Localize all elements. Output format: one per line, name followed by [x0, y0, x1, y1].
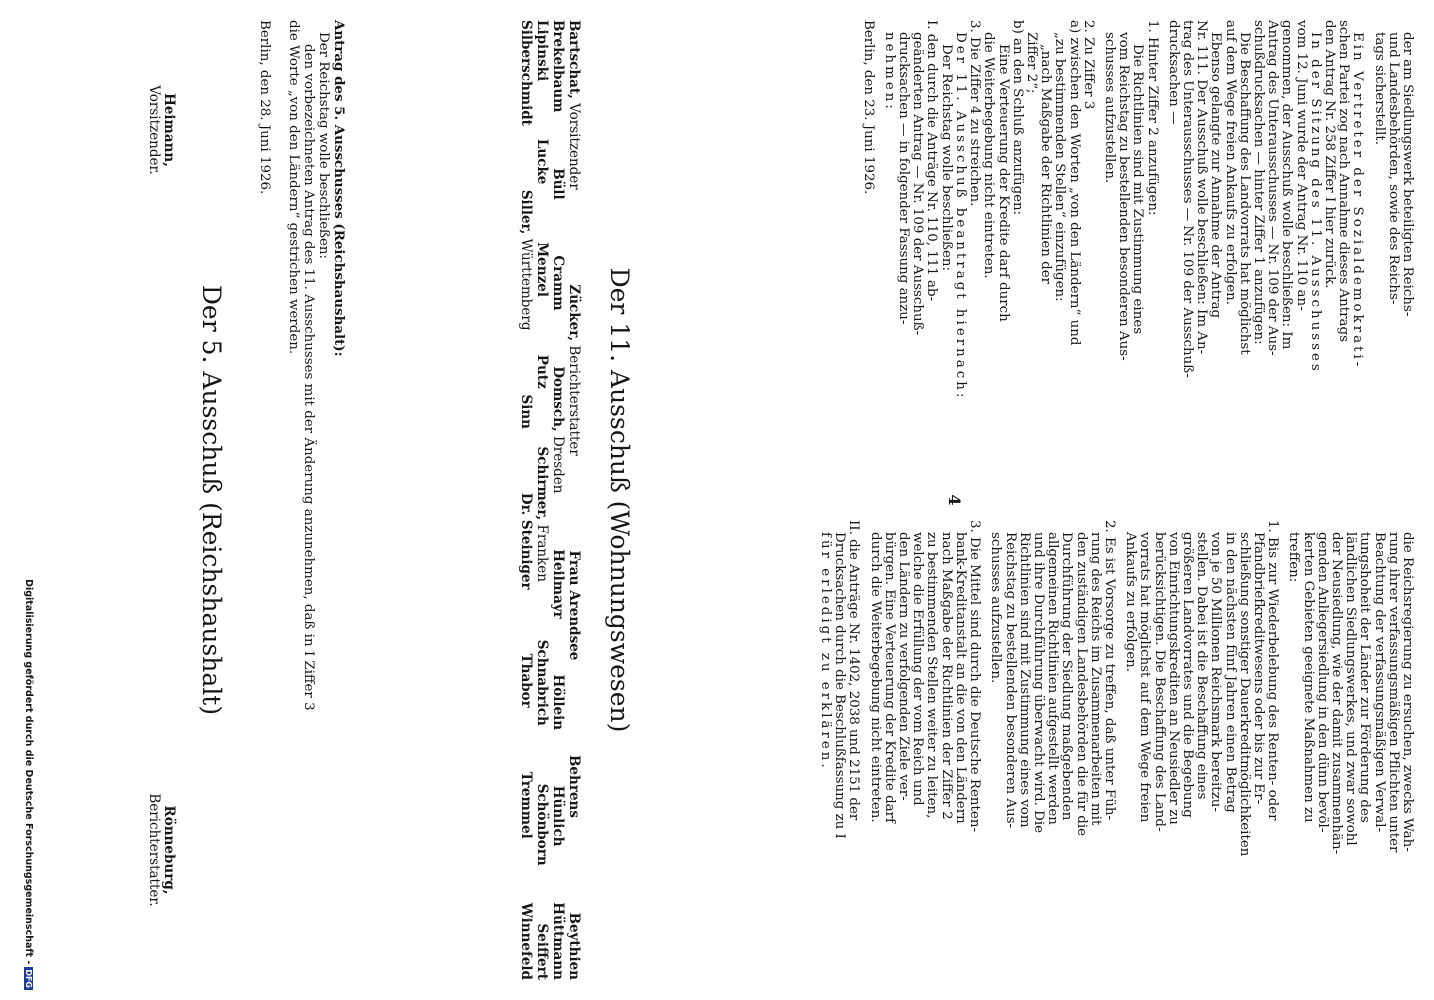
member-note: Vorsitzender	[566, 103, 582, 190]
text-line: kerten Gebieten geeignete Maßnahmen zu	[1300, 532, 1316, 823]
member-name: Seiffert	[534, 923, 550, 980]
member-name: Putz	[534, 354, 550, 389]
text-line: 2. Es ist Vorsorge zu treffen, daß unter Füh-	[1101, 520, 1117, 820]
member-name: Dr. Steiniger	[518, 492, 534, 590]
text-line: von je 50 Millionen Reichsmark bereitzu-	[1208, 532, 1224, 812]
member-name: Menzel	[534, 242, 550, 297]
member-name: Tremmel	[518, 771, 534, 839]
member-name: Frau Arendsee	[566, 550, 582, 661]
committee-11-heading: Der 11. Ausschuß (Wohnungswesen)	[605, 267, 634, 733]
text-line: Der 11. Ausschuß beantragt hiernach:	[952, 32, 968, 401]
text-line: größeren Landvorrates und die Begebung	[1179, 532, 1195, 818]
member	[518, 654, 534, 708]
member	[534, 355, 550, 389]
text-line: In der Sitzung des 11. Ausschusses	[1307, 32, 1323, 374]
text-line: der Neusiedlung, wie der damit zusammenhän-	[1328, 532, 1344, 855]
text-line: I. den durch die Anträge Nr. 110, 111 ab-	[924, 20, 940, 302]
member-name: Schnabrich	[534, 639, 550, 726]
text-line: bank-Kreditanstalt an die von den Ländern	[952, 532, 968, 824]
text-line: Reichstag zu bestellenden besonderen Aus-	[1002, 532, 1018, 829]
member	[566, 550, 582, 660]
member-note: Berichterstatter	[566, 345, 582, 456]
member	[550, 168, 566, 199]
member	[550, 902, 566, 980]
text-line: den Ländern zu verfolgenden Ziele ver-	[896, 532, 912, 801]
text-line: Antrag des Unterausschusses — Nr. 109 der Aus-	[1265, 20, 1281, 356]
dfg-logo: DFG	[24, 969, 33, 988]
text-line: für erledigt zu erklären.	[818, 532, 834, 771]
member	[534, 784, 550, 866]
member	[518, 903, 534, 980]
text-line: die Weiterbegebung nicht eintreten.	[981, 32, 997, 279]
text-line: rung des Reichs im Zusammenarbeiten mit	[1087, 532, 1103, 826]
member	[518, 493, 534, 590]
member-note: Württemberg	[518, 238, 534, 331]
text-line: allgemeinen Richtlinien aufgestellt werden	[1045, 532, 1061, 825]
text-line: Ein Vertreter der Sozialdemokrati-	[1350, 32, 1366, 370]
member-name: Höllein	[550, 674, 566, 731]
reporter-role: Berichterstatter.	[146, 793, 162, 907]
member	[550, 255, 566, 310]
member	[534, 20, 550, 81]
digitization-note	[23, 80, 34, 990]
member-name: Schönborn	[534, 783, 550, 866]
text-line: Pfandbriefkreditwesens oder bis zur Er-	[1250, 532, 1266, 805]
text-line	[981, 520, 988, 980]
member	[566, 913, 582, 980]
member-name: Silberschmidt	[518, 20, 534, 126]
text-line	[860, 520, 867, 980]
text-line: Ebenso gelangte zur Annahme der Antrag	[1208, 32, 1224, 319]
member	[550, 675, 566, 731]
digitization-text: Digitalisierung gefördert durch die Deutsche Forschungsgemeinschaft -	[23, 579, 34, 965]
text-line: in den nächsten fünf Jahren einen Betrag	[1222, 532, 1238, 813]
reporter-name: Rönneburg,	[161, 805, 177, 895]
signature-reporter	[146, 740, 176, 960]
text-line	[1116, 520, 1123, 980]
text-line: die Reichsregierung zu ersuchen, zwecks Wah-	[1400, 532, 1415, 852]
text-line: den zuständigen Landesbehörden die für die	[1073, 532, 1089, 837]
member	[534, 447, 550, 582]
member	[534, 640, 550, 726]
member-name: Hüttmann	[550, 902, 566, 980]
text-line: Drucksachen durch die Beschlußfassung zu I	[832, 532, 848, 839]
text-line	[1279, 520, 1286, 980]
member	[566, 284, 582, 455]
antrag-title: Antrag des 5. Ausschusses (Reichshaushalt):	[331, 20, 347, 357]
member-name: Behrens	[566, 755, 582, 818]
member	[566, 20, 582, 190]
member-name: Sinn	[518, 394, 534, 429]
member-name: Siller,	[518, 189, 534, 235]
text-line: „zu bestimmenden Stellen“ einzufügen:	[1052, 32, 1068, 302]
text-line: zu bestimmenden Stellen weiter zu leiten,	[924, 532, 940, 819]
member-row	[550, 20, 566, 980]
member	[518, 190, 534, 331]
text-line: a) zwischen den Worten „von den Ländern“ und	[1066, 20, 1082, 346]
text-line: Der Reichstag wolle beschließen:	[938, 44, 954, 272]
text-line: rung ihrer verfassungsmäßigen Pflichten unter	[1385, 532, 1401, 853]
text-line: schließung sonstiger Dauerkreditmöglichkeiten	[1236, 532, 1252, 857]
member-name: Lucke	[534, 138, 550, 185]
member-row	[566, 20, 582, 980]
text-line: Die Beschaffung des Landvorrats hat möglichst	[1236, 32, 1252, 355]
text-line: nach Maßgabe der Richtlinien der Ziffer 2	[938, 532, 954, 820]
antrag-date: Berlin, den 28. Juni 1926.	[257, 20, 272, 195]
member-row	[518, 20, 534, 980]
text-line: „nach Maßgabe der Richtlinien der	[1038, 44, 1054, 285]
text-line: Nr. 111. Der Ausschuß wolle beschließen: Im An-	[1194, 20, 1210, 355]
text-line: Richtlinien sind mit Zustimmung eines vom	[1016, 532, 1032, 828]
member	[550, 549, 566, 619]
member	[550, 366, 566, 493]
text-line: 1. Bis zur Wiederbelebung des Renten- oder	[1265, 520, 1281, 821]
signature-chair	[146, 20, 176, 240]
text-line: Die Richtlinien sind mit Zustimmung eines	[1130, 44, 1146, 335]
member-name: Büll	[550, 168, 566, 200]
member	[534, 139, 550, 184]
member-note: Dresden	[550, 435, 566, 494]
text-line: 3. Die Mittel sind durch die Deutsche Renten-	[967, 520, 983, 832]
member-name: Thabor	[518, 653, 534, 708]
antrag-section	[257, 20, 346, 980]
text-line: b) an den Schluß anzufügen:	[1009, 20, 1025, 216]
member	[566, 755, 582, 818]
text-line: 1. Hinter Ziffer 2 anzufügen:	[1144, 20, 1160, 216]
text-line: Berlin, den 23. Juni 1926.	[860, 20, 876, 195]
text-line: nehmen:	[881, 32, 897, 112]
text-line: drucksachen —	[1165, 20, 1181, 125]
text-line: 3. Die Ziffer 4 zu streichen.	[967, 20, 983, 207]
text-line: drucksachen — in folgender Fassung anzu-	[896, 32, 912, 325]
member	[550, 20, 566, 112]
text-line: vorrats hat möglichst auf dem Wege freien	[1137, 532, 1153, 823]
text-line: schusses aufzustellen.	[988, 532, 1004, 684]
text-line: tungshoheit der Länder zur Förderung des	[1357, 532, 1373, 823]
text-line: von Einrichtungskrediten an Neusiedler zu	[1165, 532, 1181, 825]
member-name: Brekelbaum	[550, 20, 566, 113]
text-line: Beachtung der verfassungsmäßigen Verwal-	[1371, 532, 1387, 833]
member	[518, 772, 534, 839]
text-line	[1159, 20, 1166, 480]
member-name: Domsch,	[550, 366, 566, 432]
text-line: und ihre Durchführung überwacht wird. Die	[1030, 532, 1046, 834]
text-line: bürgen. Eine Verteuerung der Kredite darf	[881, 532, 897, 824]
member	[534, 242, 550, 297]
text-line: genden Anliegersiedlung in den dünn bevöl-	[1314, 532, 1330, 833]
antrag-line-1: Der Reichstag wolle beschließen:	[316, 32, 331, 260]
text-line: ländlichen Siedlungswerkes, und zwar sowohl	[1343, 532, 1359, 846]
text-line: schußdrucksachen — hinter Ziffer 1 anzufügen:	[1250, 20, 1266, 345]
committee-5-heading: Der 5. Ausschuß (Reichshaushalt)	[197, 284, 226, 716]
member-name: Winnefeld	[518, 902, 534, 980]
text-line: vom Reichstag zu bestellenden besonderen Aus-	[1116, 32, 1132, 361]
text-line	[875, 20, 882, 480]
antrag-line-2: den vorbezeichneten Antrag des 11. Ausschusses mit der Änderung anzunehmen, daß in I Ziffer 3	[301, 44, 316, 711]
text-line: welche die Erfüllung der vom Reich und	[910, 532, 926, 806]
member	[550, 786, 566, 847]
text-line: schusses aufzustellen.	[1101, 32, 1117, 184]
member-name: Bartschat,	[566, 20, 582, 99]
text-line: durch die Weiterbegebung nicht eintreten.	[867, 532, 883, 823]
text-line: Ankaufs zu erfolgen.	[1123, 532, 1139, 673]
left-column	[860, 20, 1414, 480]
member-name: Lipinski	[534, 20, 550, 82]
member-name: Hünlich	[550, 785, 566, 847]
text-line: berücksichtigen. Die Beschaffung des Land-	[1151, 532, 1167, 832]
member-name: Cramm	[550, 255, 566, 311]
text-line: geänderten Antrag — Nr. 109 der Ausschuß-	[910, 32, 926, 336]
member-row	[534, 20, 550, 980]
text-line: Eine Verteuerung der Kredite darf durch	[995, 44, 1011, 322]
text-line: den Antrag Nr. 258 Ziffer I hier zurück.	[1321, 20, 1337, 289]
text-line: 2. Zu Ziffer 3	[1080, 20, 1096, 110]
text-line: schen Partei zog nach Annahme dieses Antrags	[1336, 20, 1352, 342]
member	[518, 20, 534, 126]
text-line: stellen. Dabei ist die Beschaffung eines	[1194, 532, 1210, 800]
member-name: Schirmer,	[534, 446, 550, 521]
text-line: treffen:	[1286, 532, 1302, 583]
text-line	[1095, 20, 1102, 480]
text-line: trag des Unterausschusses — Nr. 109 der Ausschuß-	[1179, 20, 1195, 378]
antrag-line-3: die Worte „von den Ländern“ gestrichen werden.	[286, 20, 301, 355]
member-note: Franken	[534, 524, 550, 582]
member-name: Beythien	[566, 912, 582, 980]
member-name: Zücker,	[566, 284, 582, 342]
chair-role: Vorsitzender.	[146, 85, 162, 175]
text-line: auf dem Wege freien Ankaufs zu erfolgen.	[1222, 20, 1238, 306]
text-line: Durchführung der Siedlung maßgebenden	[1059, 532, 1075, 821]
text-line: Ziffer 2“;	[1023, 32, 1039, 94]
text-line: und Landesbehörden, sowie des Reichs-	[1385, 32, 1401, 305]
page-number: 4	[945, 494, 964, 506]
text-line: vom 12. Juni wurde der Antrag Nr. 110 an-	[1293, 20, 1309, 311]
member	[518, 394, 534, 429]
chair-name: Heimann,	[161, 93, 177, 167]
member-name: Heilmayr	[550, 549, 566, 619]
text-line: II. die Anträge Nr. 1402, 2038 und 2151 der	[846, 520, 862, 821]
member	[534, 924, 550, 981]
text-line	[1364, 20, 1371, 480]
text-line: der am Siedlungswerk beteiligten Reichs-	[1400, 32, 1415, 317]
text-line: genommen, der Ausschuß wolle beschließen: Im	[1279, 20, 1295, 350]
text-line: tags sicherstellt.	[1371, 32, 1387, 146]
right-column	[818, 520, 1414, 980]
